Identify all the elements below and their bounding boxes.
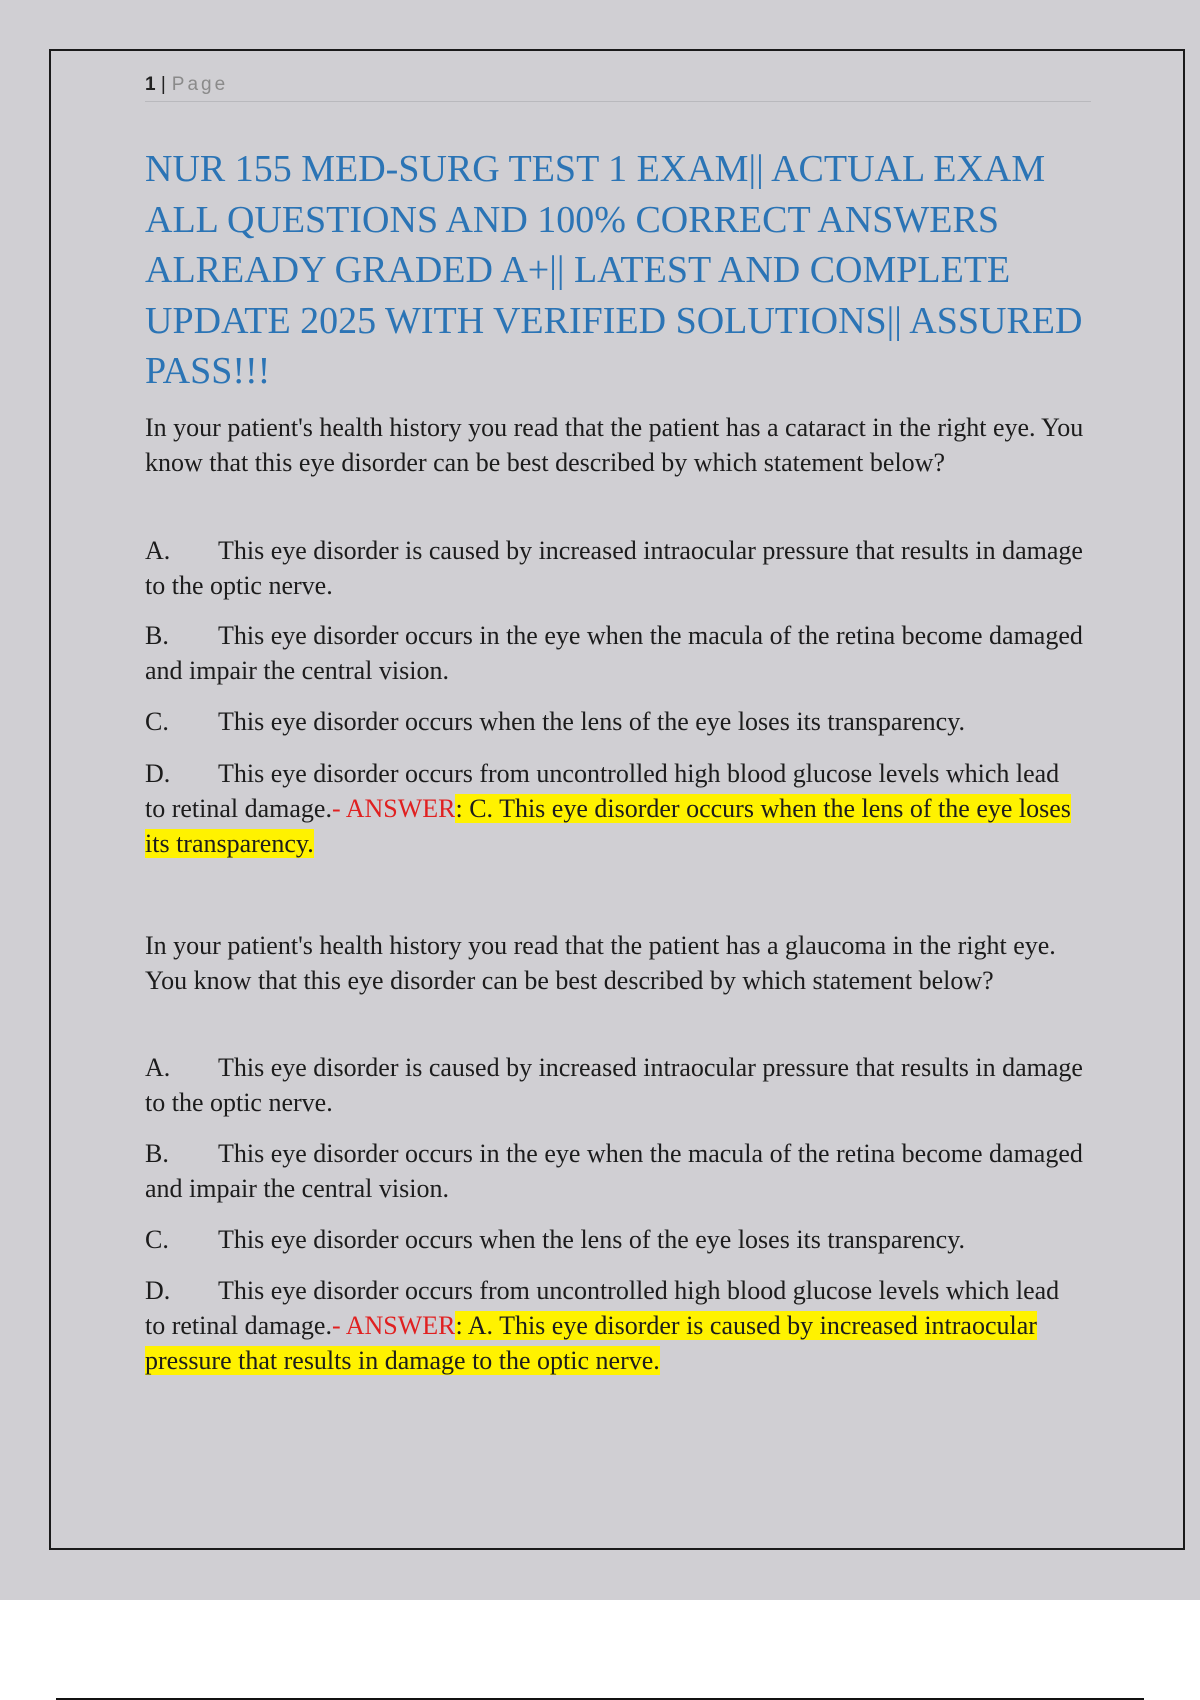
- option-text: This eye disorder occurs when the lens of the eye loses its transparency.: [218, 1225, 966, 1254]
- question-1-stem: In your patient's health history you read that the patient has a cataract in the right eye. You know that this eye disorder can be best described by which statement below?: [145, 413, 1084, 477]
- option-letter: A.: [145, 1053, 171, 1082]
- question-2-option-b: [145, 1136, 1085, 1206]
- page-number-word: Page: [171, 74, 229, 95]
- answer-highlight: : A. This eye disorder is caused by increased intraocular pressure that results in damage to the optic nerve.: [145, 1311, 1037, 1375]
- option-letter: A.: [145, 536, 171, 565]
- question-1-option-c: [145, 704, 1085, 739]
- option-text: This eye disorder occurs from uncontrolled high blood glucose levels which lead to retinal damage.: [145, 1276, 1060, 1340]
- option-letter: C.: [145, 1225, 169, 1254]
- question-1-option-d: [145, 756, 1085, 861]
- option-text: This eye disorder occurs in the eye when the macula of the retina become damaged and impair the central vision.: [145, 1139, 1083, 1203]
- option-text: This eye disorder occurs from uncontrolled high blood glucose levels which lead to retinal damage.: [145, 759, 1060, 823]
- question-2-stem: In your patient's health history you read that the patient has a glaucoma in the right eye. You know that this eye disorder can be best described by which statement below?: [145, 931, 1056, 995]
- question-1-option-a: [145, 533, 1085, 603]
- option-text: This eye disorder is caused by increased intraocular pressure that results in damage to the optic nerve.: [145, 1053, 1083, 1117]
- option-letter: B.: [145, 1139, 169, 1168]
- answer-label: - ANSWER: [331, 1311, 456, 1340]
- question-2-option-a: [145, 1050, 1085, 1120]
- option-letter: D.: [145, 1276, 171, 1305]
- answer-highlight: : C. This eye disorder occurs when the lens of the eye loses its transparency.: [145, 794, 1071, 858]
- question-2-option-c: [145, 1222, 1085, 1257]
- question-2-option-d: [145, 1273, 1085, 1378]
- option-text: This eye disorder occurs when the lens of the eye loses its transparency.: [218, 707, 966, 736]
- document-title: NUR 155 MED-SURG TEST 1 EXAM|| ACTUAL EXAM ALL QUESTIONS AND 100% CORRECT ANSWERS ALREADY GRADED A+|| LATEST AND COMPLETE UPDATE 2025 WITH VERIFIED SOLUTIONS|| ASSURED PASS!!!: [145, 148, 1083, 392]
- question-1-option-b: [145, 618, 1085, 688]
- page-number: [145, 74, 228, 96]
- page-number-separator: |: [160, 74, 166, 95]
- option-text: This eye disorder occurs in the eye when the macula of the retina become damaged and impair the central vision.: [145, 621, 1083, 685]
- option-letter: B.: [145, 621, 169, 650]
- answer-label: - ANSWER: [331, 794, 456, 823]
- option-text: This eye disorder is caused by increased intraocular pressure that results in damage to the optic nerve.: [145, 536, 1083, 600]
- option-letter: C.: [145, 707, 169, 736]
- option-letter: D.: [145, 759, 171, 788]
- page-number-value: 1: [145, 74, 156, 95]
- header-divider: [145, 101, 1091, 102]
